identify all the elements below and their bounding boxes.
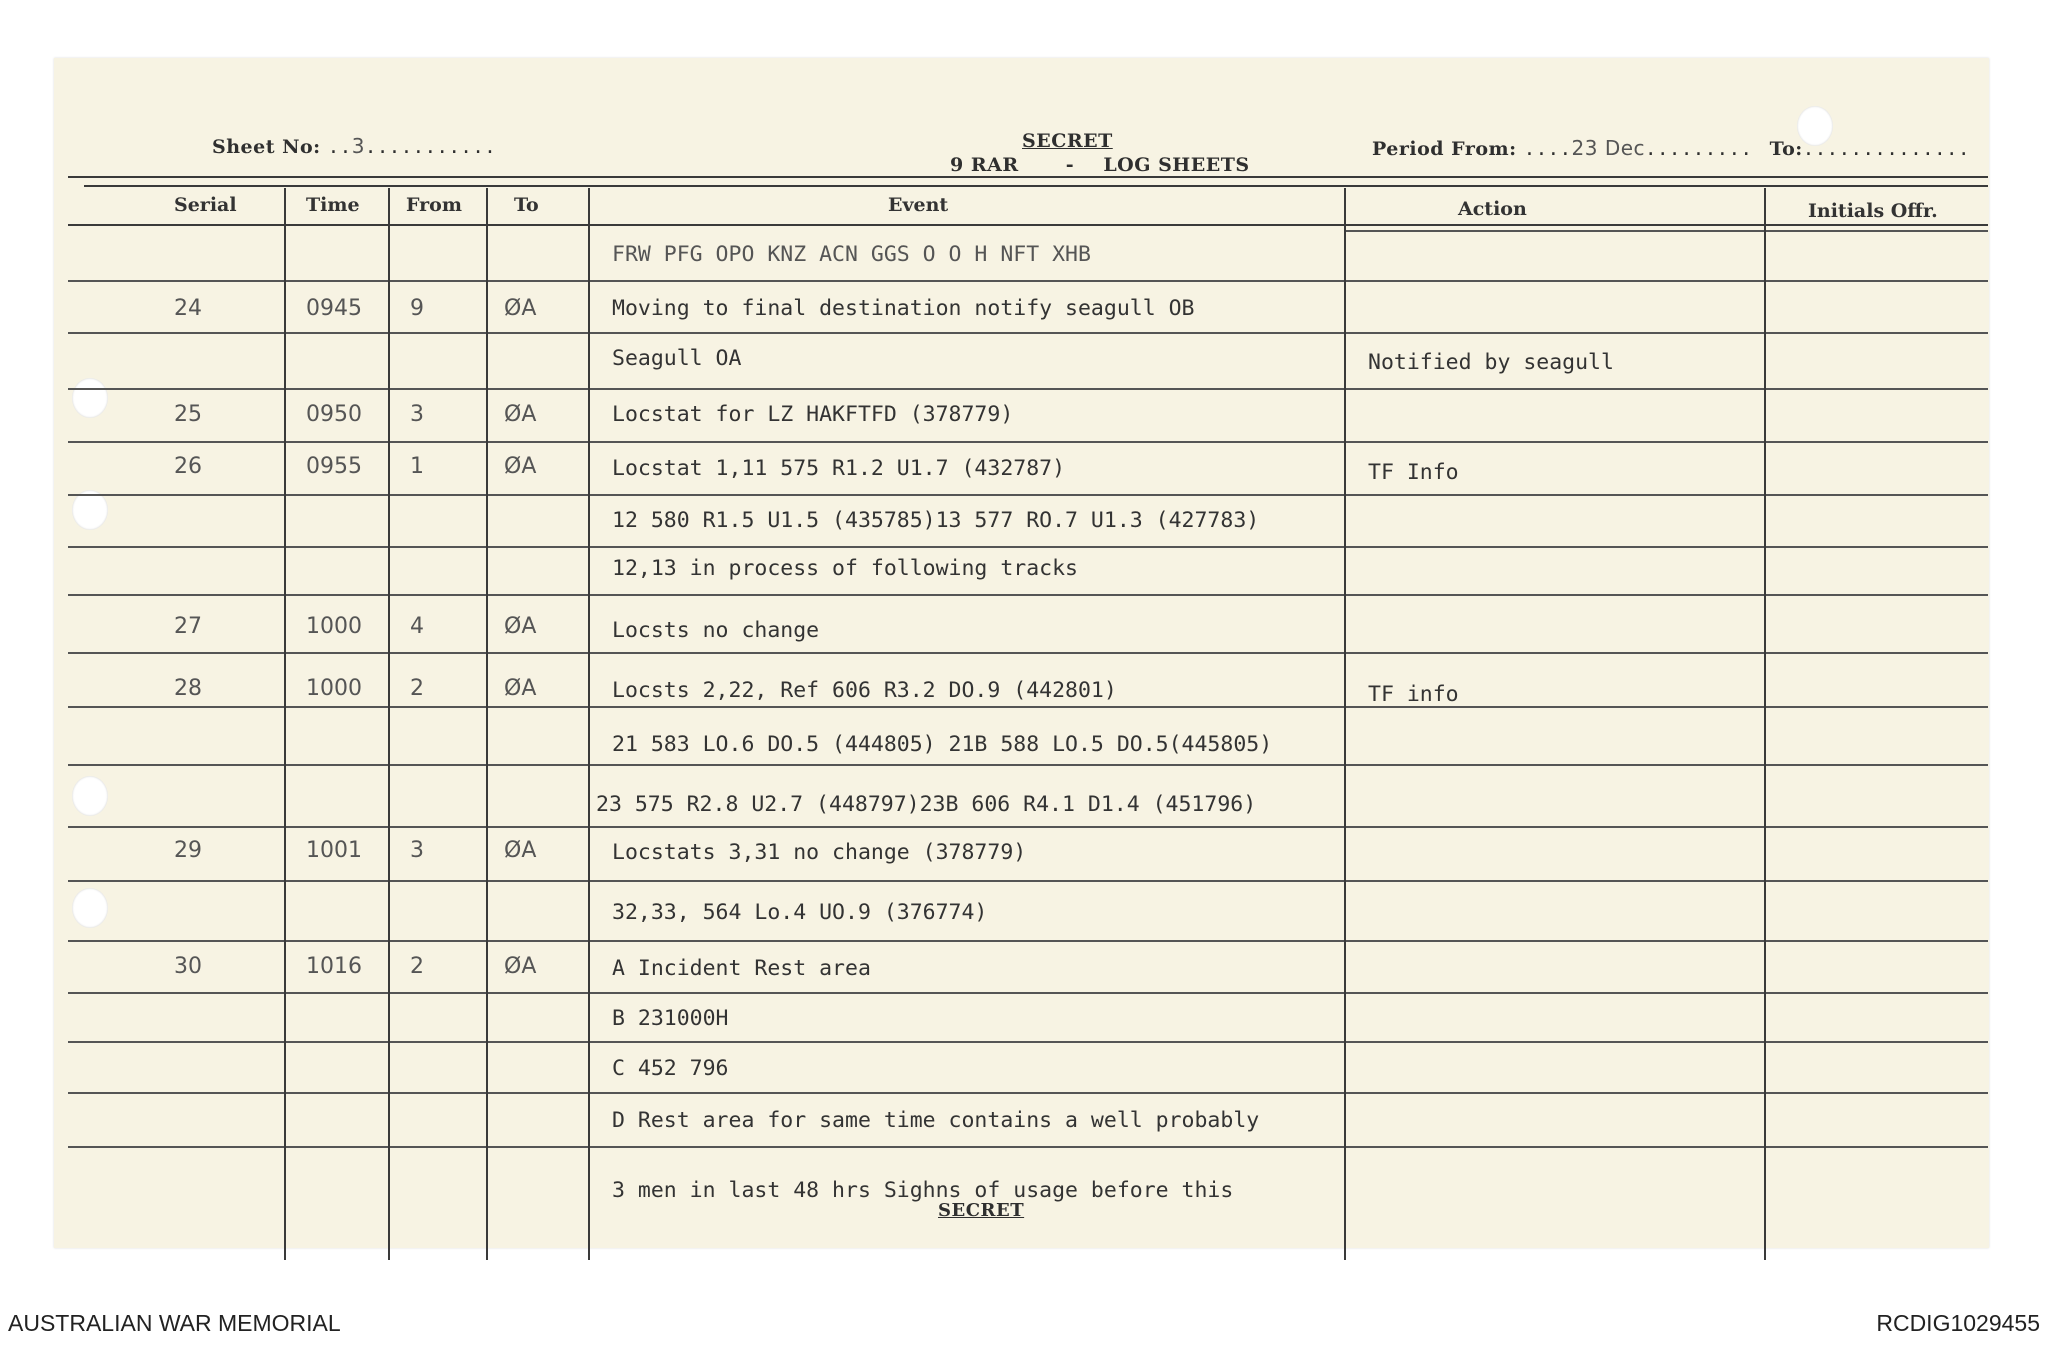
to-cell: ØA [504, 954, 537, 979]
serial-cell: 26 [174, 454, 202, 479]
column-divider [1764, 188, 1766, 1260]
from-cell: 2 [410, 676, 424, 701]
event-text: B 231000H [612, 1006, 729, 1031]
event-text: Locstats 3,31 no change (378779) [612, 840, 1027, 865]
serial-cell: 25 [174, 402, 202, 427]
event-text: 12 580 R1.5 U1.5 (435785)13 577 RO.7 U1.3 (427783) [612, 508, 1260, 533]
column-header-to: To [514, 194, 539, 216]
unit-name: 9 RAR [950, 154, 1019, 176]
event-text: D Rest area for same time contains a well probably [612, 1108, 1260, 1133]
event-text: 3 men in last 48 hrs Sighns of usage before this [612, 1178, 1234, 1203]
header-rule [84, 185, 1988, 187]
serial-cell: 30 [174, 954, 202, 979]
time-cell: 1000 [306, 676, 362, 701]
event-text: Moving to final destination notify seagull OB [612, 296, 1195, 321]
event-text: 21 583 LO.6 DO.5 (444805) 21B 588 LO.5 DO.5(445805) [612, 732, 1273, 757]
row-rule [68, 594, 1988, 596]
period-field: Period From: ....23 Dec......... To:.............. [1372, 136, 1970, 160]
event-text: C 452 796 [612, 1056, 729, 1081]
period-from-value: 23 Dec [1571, 136, 1646, 160]
event-text: 32,33, 564 Lo.4 UO.9 (376774) [612, 900, 988, 925]
from-cell: 4 [410, 614, 424, 639]
row-rule [68, 826, 1988, 828]
to-cell: ØA [504, 614, 537, 639]
punch-hole [72, 776, 108, 816]
time-cell: 1001 [306, 838, 362, 863]
to-cell: ØA [504, 296, 537, 321]
log-title: 9 RAR - LOG SHEETS [950, 154, 1250, 176]
punch-hole [72, 378, 108, 418]
column-header-action: Action [1458, 198, 1527, 220]
to-cell: ØA [504, 838, 537, 863]
action-text: TF info [1368, 682, 1459, 707]
row-rule [68, 441, 1988, 443]
column-header-from: From [406, 194, 462, 216]
column-divider [388, 188, 390, 1260]
from-cell: 3 [410, 838, 424, 863]
column-header-initials: Initials Offr. [1808, 200, 1938, 222]
event-text: Locstat 1,11 575 R1.2 U1.7 (432787) [612, 456, 1066, 481]
event-text: Locsts no change [612, 618, 820, 643]
event-text: Locsts 2,22, Ref 606 R3.2 DO.9 (442801) [612, 678, 1117, 703]
column-header-time: Time [306, 194, 360, 216]
from-cell: 9 [410, 296, 424, 321]
footer-source: AUSTRALIAN WAR MEMORIAL [8, 1310, 341, 1336]
serial-cell: 29 [174, 838, 202, 863]
row-rule [68, 494, 1988, 496]
from-cell: 1 [410, 454, 424, 479]
time-cell: 0950 [306, 402, 362, 427]
row-rule [68, 388, 1988, 390]
event-text: Seagull OA [612, 346, 742, 371]
time-cell: 0945 [306, 296, 362, 321]
action-text: Notified by seagull [1368, 350, 1614, 375]
serial-cell: 27 [174, 614, 202, 639]
from-cell: 2 [410, 954, 424, 979]
from-cell: 3 [410, 402, 424, 427]
punch-hole [72, 888, 108, 928]
row-rule [68, 1041, 1988, 1043]
row-rule [68, 1092, 1988, 1094]
event-text: FRW PFG OPO KNZ ACN GGS O O H NFT XHB [612, 242, 1091, 267]
punch-hole [72, 490, 108, 530]
classification-bottom: SECRET [938, 1200, 1025, 1221]
column-header-serial: Serial [174, 194, 237, 216]
event-text: 12,13 in process of following tracks [612, 556, 1078, 581]
event-text: A Incident Rest area [612, 956, 871, 981]
header-rule [68, 176, 1988, 178]
column-divider [486, 188, 488, 1260]
to-cell: ØA [504, 454, 537, 479]
footer-reference-id: RCDIG1029455 [1876, 1310, 2040, 1336]
column-header-rule [68, 224, 1988, 226]
row-rule [68, 1146, 1988, 1148]
column-divider [284, 188, 286, 1260]
row-rule [68, 332, 1988, 334]
row-rule [68, 546, 1988, 548]
row-rule [68, 880, 1988, 882]
row-rule [68, 940, 1988, 942]
action-text: TF Info [1368, 460, 1459, 485]
log-sheet-paper [54, 58, 1989, 1248]
sheet-number-field: Sheet No: ..3........... [212, 134, 497, 158]
time-cell: 1016 [306, 954, 362, 979]
classification-top: SECRET [1022, 130, 1113, 152]
column-header-rule [1344, 230, 1988, 232]
row-rule [68, 652, 1988, 654]
to-cell: ØA [504, 676, 537, 701]
serial-cell: 28 [174, 676, 202, 701]
to-cell: ØA [504, 402, 537, 427]
time-cell: 1000 [306, 614, 362, 639]
sheet-number-value: 3 [351, 134, 365, 158]
event-text: 23 575 R2.8 U2.7 (448797)23B 606 R4.1 D1.4 (451796) [596, 792, 1257, 817]
serial-cell: 24 [174, 296, 202, 321]
column-header-event: Event [888, 194, 949, 216]
row-rule [68, 764, 1988, 766]
time-cell: 0955 [306, 454, 362, 479]
column-divider [588, 188, 590, 1260]
row-rule [68, 706, 1988, 708]
row-rule [68, 992, 1988, 994]
event-text: Locstat for LZ HAKFTFD (378779) [612, 402, 1014, 427]
row-rule [68, 280, 1988, 282]
column-divider [1344, 188, 1346, 1260]
